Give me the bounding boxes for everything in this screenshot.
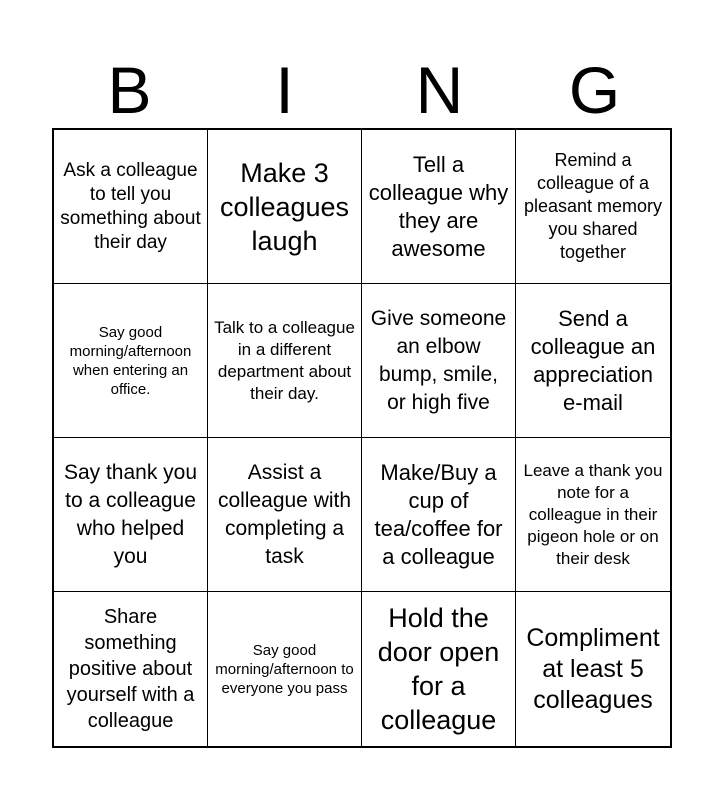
bingo-cell-text: Give someone an elbow bump, smile, or high five xyxy=(370,306,507,414)
bingo-cell[interactable] xyxy=(362,438,516,592)
bingo-header xyxy=(52,55,672,125)
bingo-cell[interactable] xyxy=(208,592,362,746)
bingo-cell-text: Talk to a colleague in a different department about their day. xyxy=(214,317,355,403)
bingo-cell-text: Leave a thank you note for a colleague in their pigeon hole or on their desk xyxy=(523,460,663,568)
bingo-cell-text: Hold the door open for a colleague xyxy=(377,603,500,735)
bingo-cell[interactable] xyxy=(516,130,670,284)
bingo-cell[interactable] xyxy=(362,592,516,746)
bingo-cell[interactable] xyxy=(516,438,670,592)
bingo-cell[interactable] xyxy=(208,130,362,284)
header-letter-n: N xyxy=(415,53,464,127)
bingo-cell[interactable] xyxy=(516,592,670,746)
bingo-cell-text: Make/Buy a cup of tea/coffee for a colleague xyxy=(374,459,503,569)
bingo-cell[interactable] xyxy=(54,130,208,284)
bingo-cell-text: Ask a colleague to tell you something about their day xyxy=(60,159,201,253)
bingo-cell[interactable] xyxy=(208,438,362,592)
bingo-cell-text: Share something positive about yourself with a colleague xyxy=(66,606,195,732)
bingo-cell[interactable] xyxy=(54,284,208,438)
header-letter-i: I xyxy=(275,53,294,127)
bingo-cell-text: Assist a colleague with completing a task xyxy=(217,460,352,568)
header-letter-g: G xyxy=(568,53,621,127)
bingo-cell-text: Say good morning/afternoon to everyone you pass xyxy=(215,641,354,697)
bingo-cell-text: Make 3 colleagues laugh xyxy=(219,157,350,256)
bingo-cell-text: Say thank you to a colleague who helped you xyxy=(63,460,198,568)
bingo-cell-text: Remind a colleague of a pleasant memory you shared together xyxy=(523,150,663,262)
bingo-cell[interactable] xyxy=(362,284,516,438)
bingo-cell[interactable] xyxy=(516,284,670,438)
bingo-cell[interactable] xyxy=(208,284,362,438)
bingo-cell[interactable] xyxy=(54,438,208,592)
bingo-cell-text: Tell a colleague why they are awesome xyxy=(368,151,509,261)
bingo-cell-text: Compliment at least 5 colleagues xyxy=(526,623,660,714)
bingo-cell-text: Say good morning/afternoon when entering an office. xyxy=(69,323,192,398)
header-letter-b: B xyxy=(107,53,152,127)
bingo-cell[interactable] xyxy=(54,592,208,746)
bingo-grid xyxy=(52,128,672,748)
bingo-cell-text: Send a colleague an appreciation e-mail xyxy=(530,305,656,415)
bingo-cell[interactable] xyxy=(362,130,516,284)
